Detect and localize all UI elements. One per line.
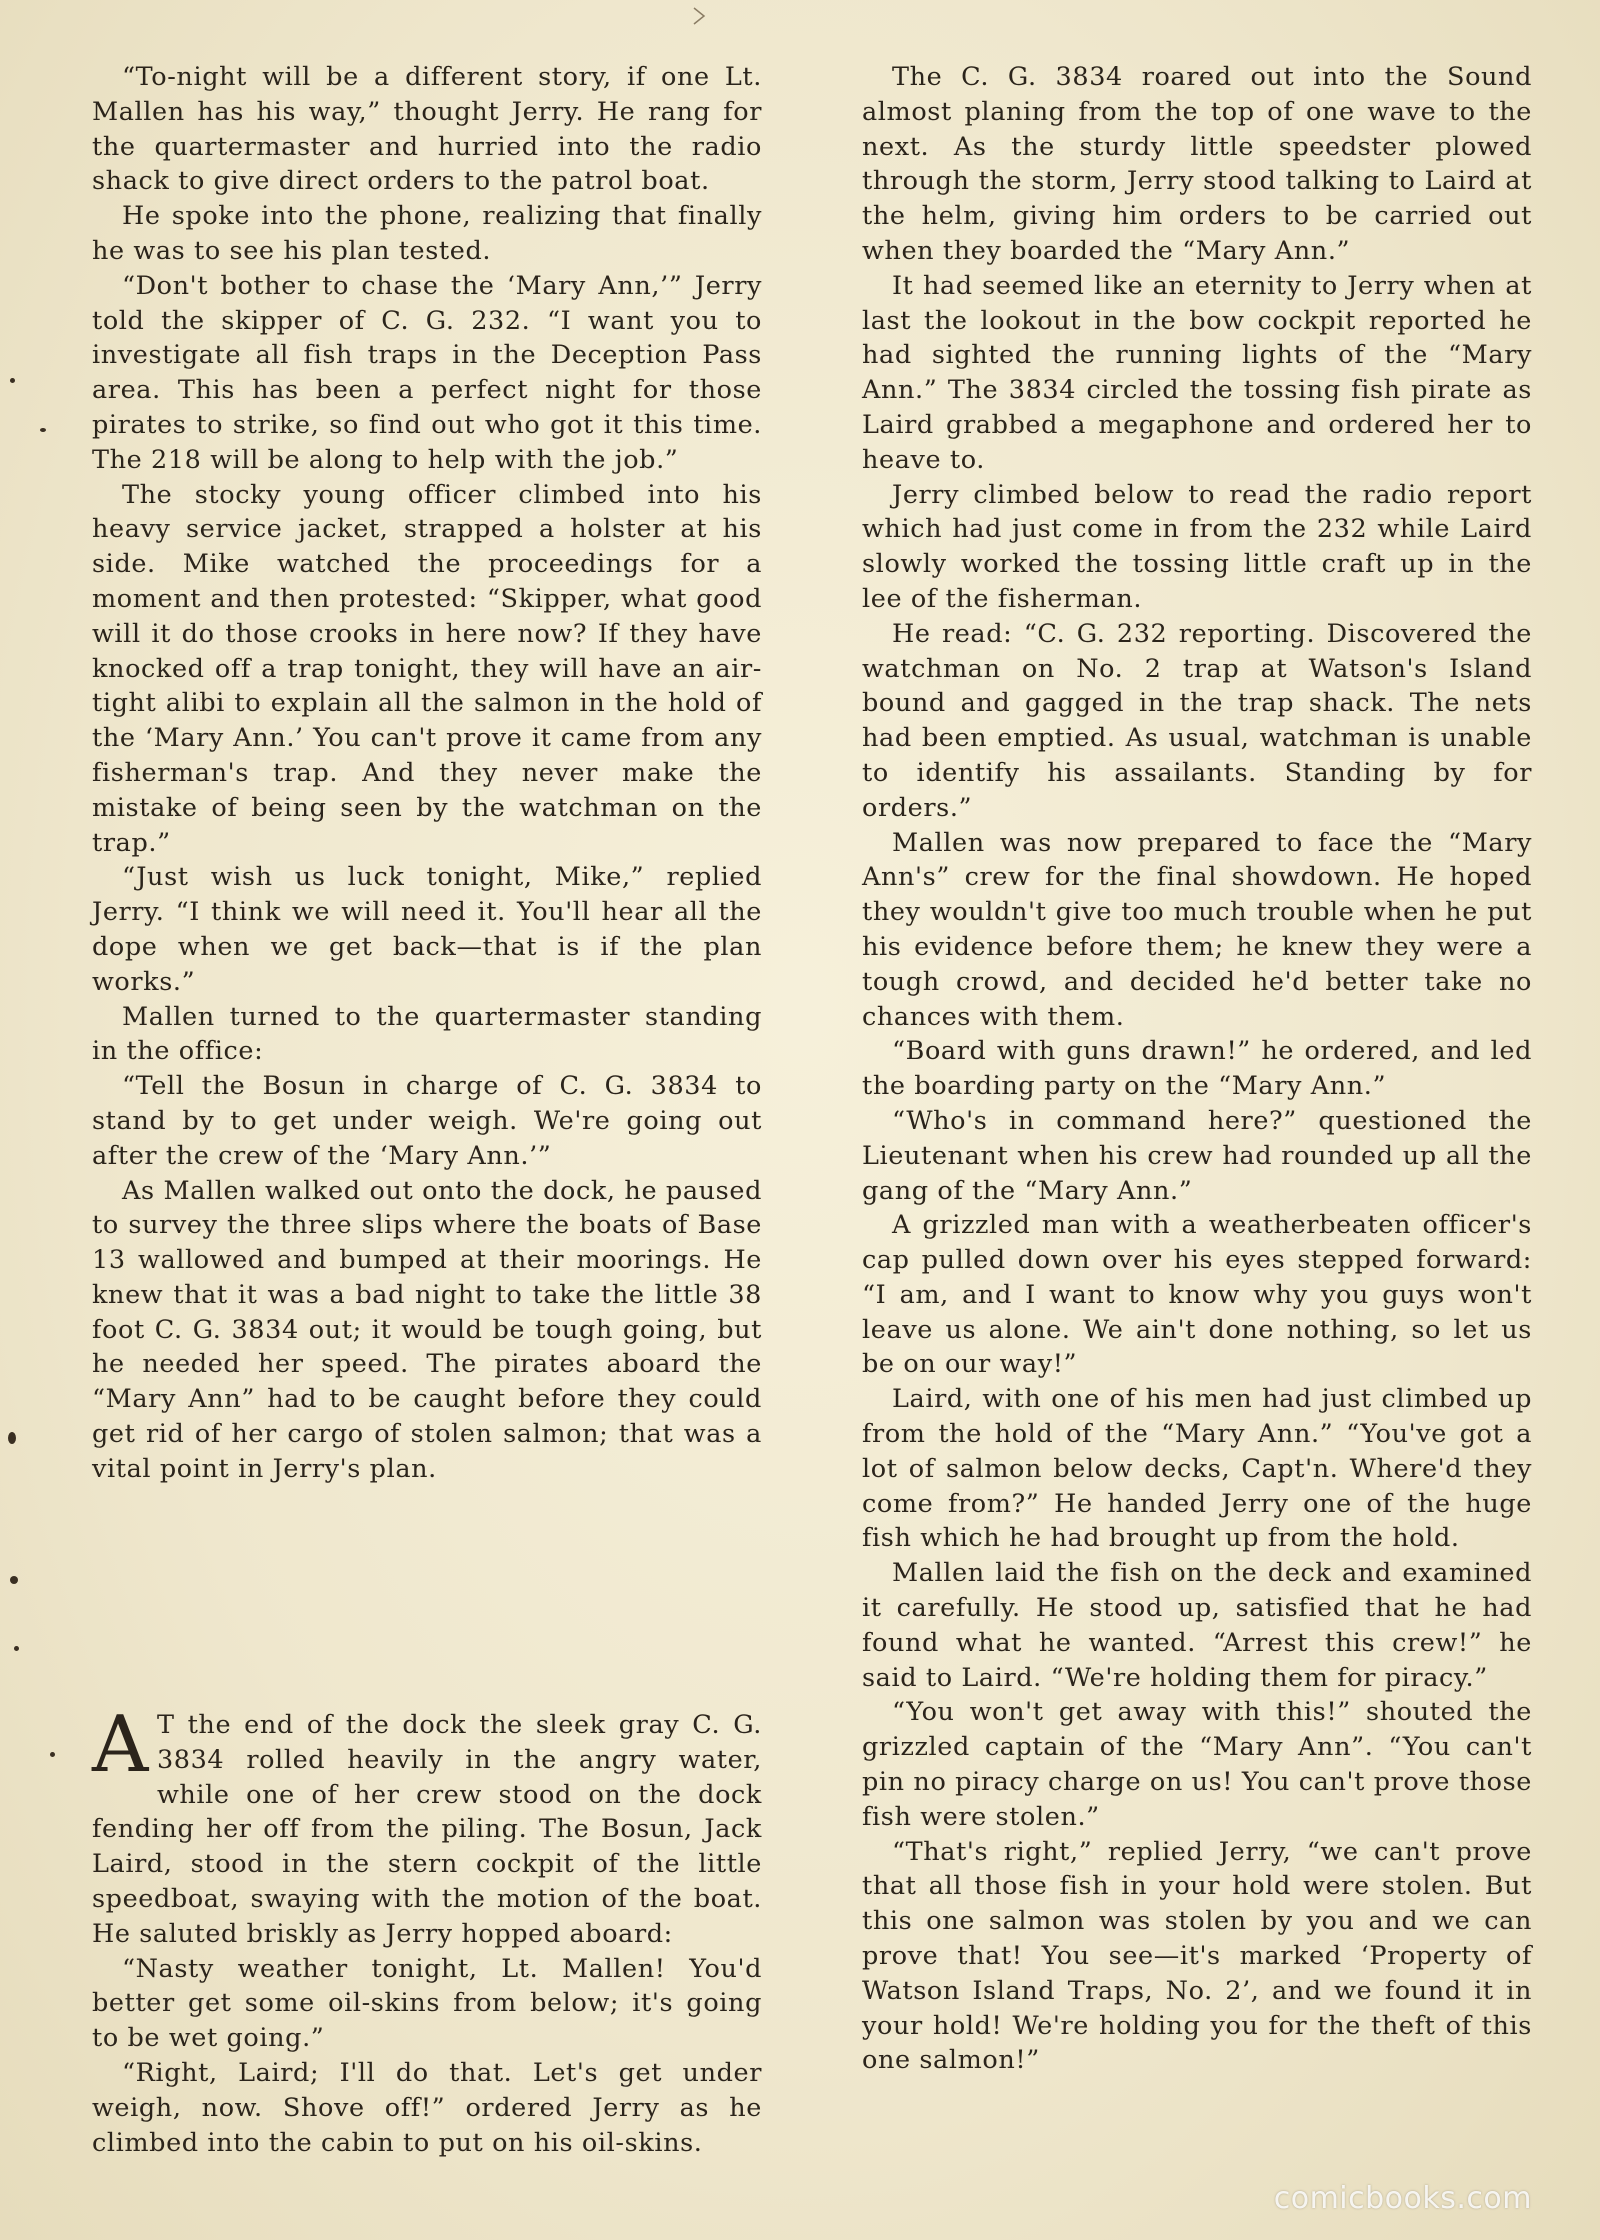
- paragraph: A grizzled man with a weatherbeaten officer's cap pulled down over his eyes stepped forward: “I am, and I want to know why you guys won't leave us alone. We ain't done nothing, so let us be on our way!”: [862, 1210, 1532, 1380]
- site-watermark: comicbooks.com: [1273, 2181, 1532, 2216]
- margin-speck: [10, 378, 15, 383]
- paragraph: The C. G. 3834 roared out into the Sound almost planing from the top of one wave to the next. As the sturdy little speedster plowed through the storm, Jerry stood talking to Laird at the helm, giving him orders to be carried out when they boarded the “Mary Ann.”: [862, 62, 1532, 266]
- paragraph: It had seemed like an eternity to Jerry when at last the lookout in the bow cockpit reported he had sighted the running lights of the “Mary Ann.” The 3834 circled the tossing fish pirate as Laird grabbed a megaphone and ordered her to heave to.: [862, 270, 1532, 475]
- paragraph: “Board with guns drawn!” he ordered, and led the boarding party on the “Mary Ann.”: [862, 1036, 1532, 1102]
- paragraph: “To-night will be a different story, if one Lt. Mallen has his way,” thought Jerry. He rang for the quartermaster and hurried into the radio shack to give direct orders to the patrol boat.: [92, 62, 762, 197]
- paragraph: Laird, with one of his men had just climbed up from the hold of the “Mary Ann.” “You've got a lot of salmon below decks, Capt'n. Where'd they come from?” He handed Jerry one of the huge fish which he had brought up from the hold.: [862, 1384, 1532, 1554]
- right-column: [862, 60, 1532, 2078]
- paragraph: “Who's in command here?” questioned the Lieutenant when his crew had rounded up all the gang of the “Mary Ann.”: [862, 1105, 1532, 1206]
- drop-cap-letter: A: [92, 1700, 149, 1790]
- paragraph: “Just wish us luck tonight, Mike,” replied Jerry. “I think we will need it. You'll hear all the dope when we get back—that is if the plan works.”: [92, 862, 762, 997]
- margin-speck: [8, 1432, 16, 1444]
- dropcap-paragraph-text: T the end of the dock the sleek gray C. G. 3834 rolled heavily in the angry water, while one of her crew stood on the dock fending her off from the piling. The Bosun, Jack Laird, stood in the stern cockpit of the little speedboat, swaying with the motion of the boat. He saluted briskly as Jerry hopped aboard:: [92, 1710, 762, 1949]
- left-column: [92, 60, 762, 1487]
- paragraph: “That's right,” replied Jerry, “we can't prove that all those fish in your hold were stolen. But this one salmon was stolen by you and we can prove that! You see—it's marked ‘Property of Watson Island Traps, No. 2’, and we found it in your hold! We're holding you for the theft of this one salmon!”: [862, 1836, 1532, 2076]
- paragraph: Mallen was now prepared to face the “Mary Ann's” crew for the final showdown. He hoped they wouldn't give too much trouble when he put his evidence before them; he knew they were a tough crowd, and decided he'd better take no chances with them.: [862, 827, 1532, 1032]
- margin-speck: [50, 1752, 55, 1757]
- paragraph: “Tell the Bosun in charge of C. G. 3834 to stand by to get under weigh. We're going out after the crew of the ‘Mary Ann.’”: [92, 1071, 762, 1171]
- paragraph: “Right, Laird; I'll do that. Let's get under weigh, now. Shove off!” ordered Jerry as he climbed into the cabin to put on his oil-skins.: [92, 2057, 762, 2158]
- left-column-section-two: [92, 1700, 762, 2160]
- paragraph: Mallen turned to the quartermaster standing in the office:: [92, 1001, 762, 1067]
- margin-speck: [10, 1576, 18, 1584]
- dropcap-paragraph: [92, 1700, 762, 1952]
- paragraph: Mallen laid the fish on the deck and examined it carefully. He stood up, satisfied that he had found what he wanted. “Arrest this crew!” he said to Laird. “We're holding them for piracy.”: [862, 1558, 1532, 1693]
- paragraph: “You won't get away with this!” shouted the grizzled captain of the “Mary Ann”. “You can't pin no piracy charge on us! You can't prove those fish were stolen.”: [862, 1697, 1532, 1832]
- margin-speck: [40, 428, 46, 432]
- paragraph: He spoke into the phone, realizing that finally he was to see his plan tested.: [92, 201, 762, 266]
- margin-speck: [14, 1646, 19, 1651]
- paragraph: Jerry climbed below to read the radio report which had just come in from the 232 while Laird slowly worked the tossing little craft up in the lee of the fisherman.: [862, 479, 1532, 614]
- paragraph: He read: “C. G. 232 reporting. Discovered the watchman on No. 2 trap at Watson's Island bound and gagged in the trap shack. The nets had been emptied. As usual, watchman is unable to identify his assailants. Standing by for orders.”: [862, 618, 1532, 823]
- page-fold-mark: [690, 6, 714, 26]
- paragraph: The stocky young officer climbed into his heavy service jacket, strapped a holster at his side. Mike watched the proceedings for a moment and then protested: “Skipper, what good will it do those crooks in here now? If they have knocked off a trap tonight, they will have an air-tight alibi to explain all the salmon in the hold of the ‘Mary Ann.’ You can't prove it came from any fisherman's trap. And they never make the mistake of being seen by the watchman on the trap.”: [92, 479, 762, 858]
- paragraph: “Nasty weather tonight, Lt. Mallen! You'd better get some oil-skins from below; it's going to be wet going.”: [92, 1953, 762, 2054]
- paragraph: As Mallen walked out onto the dock, he paused to survey the three slips where the boats of Base 13 wallowed and bumped at their moorings. He knew that it was a bad night to take the little 38 foot C. G. 3834 out; it would be tough going, but he needed her speed. The pirates aboard the “Mary Ann” had to be caught before they could get rid of her cargo of stolen salmon; that was a vital point in Jerry's plan.: [92, 1175, 762, 1484]
- paragraph: “Don't bother to chase the ‘Mary Ann,’” Jerry told the skipper of C. G. 232. “I want you to investigate all fish traps in the Deception Pass area. This has been a perfect night for those pirates to strike, so find out who got it this time. The 218 will be along to help with the job.”: [92, 270, 762, 475]
